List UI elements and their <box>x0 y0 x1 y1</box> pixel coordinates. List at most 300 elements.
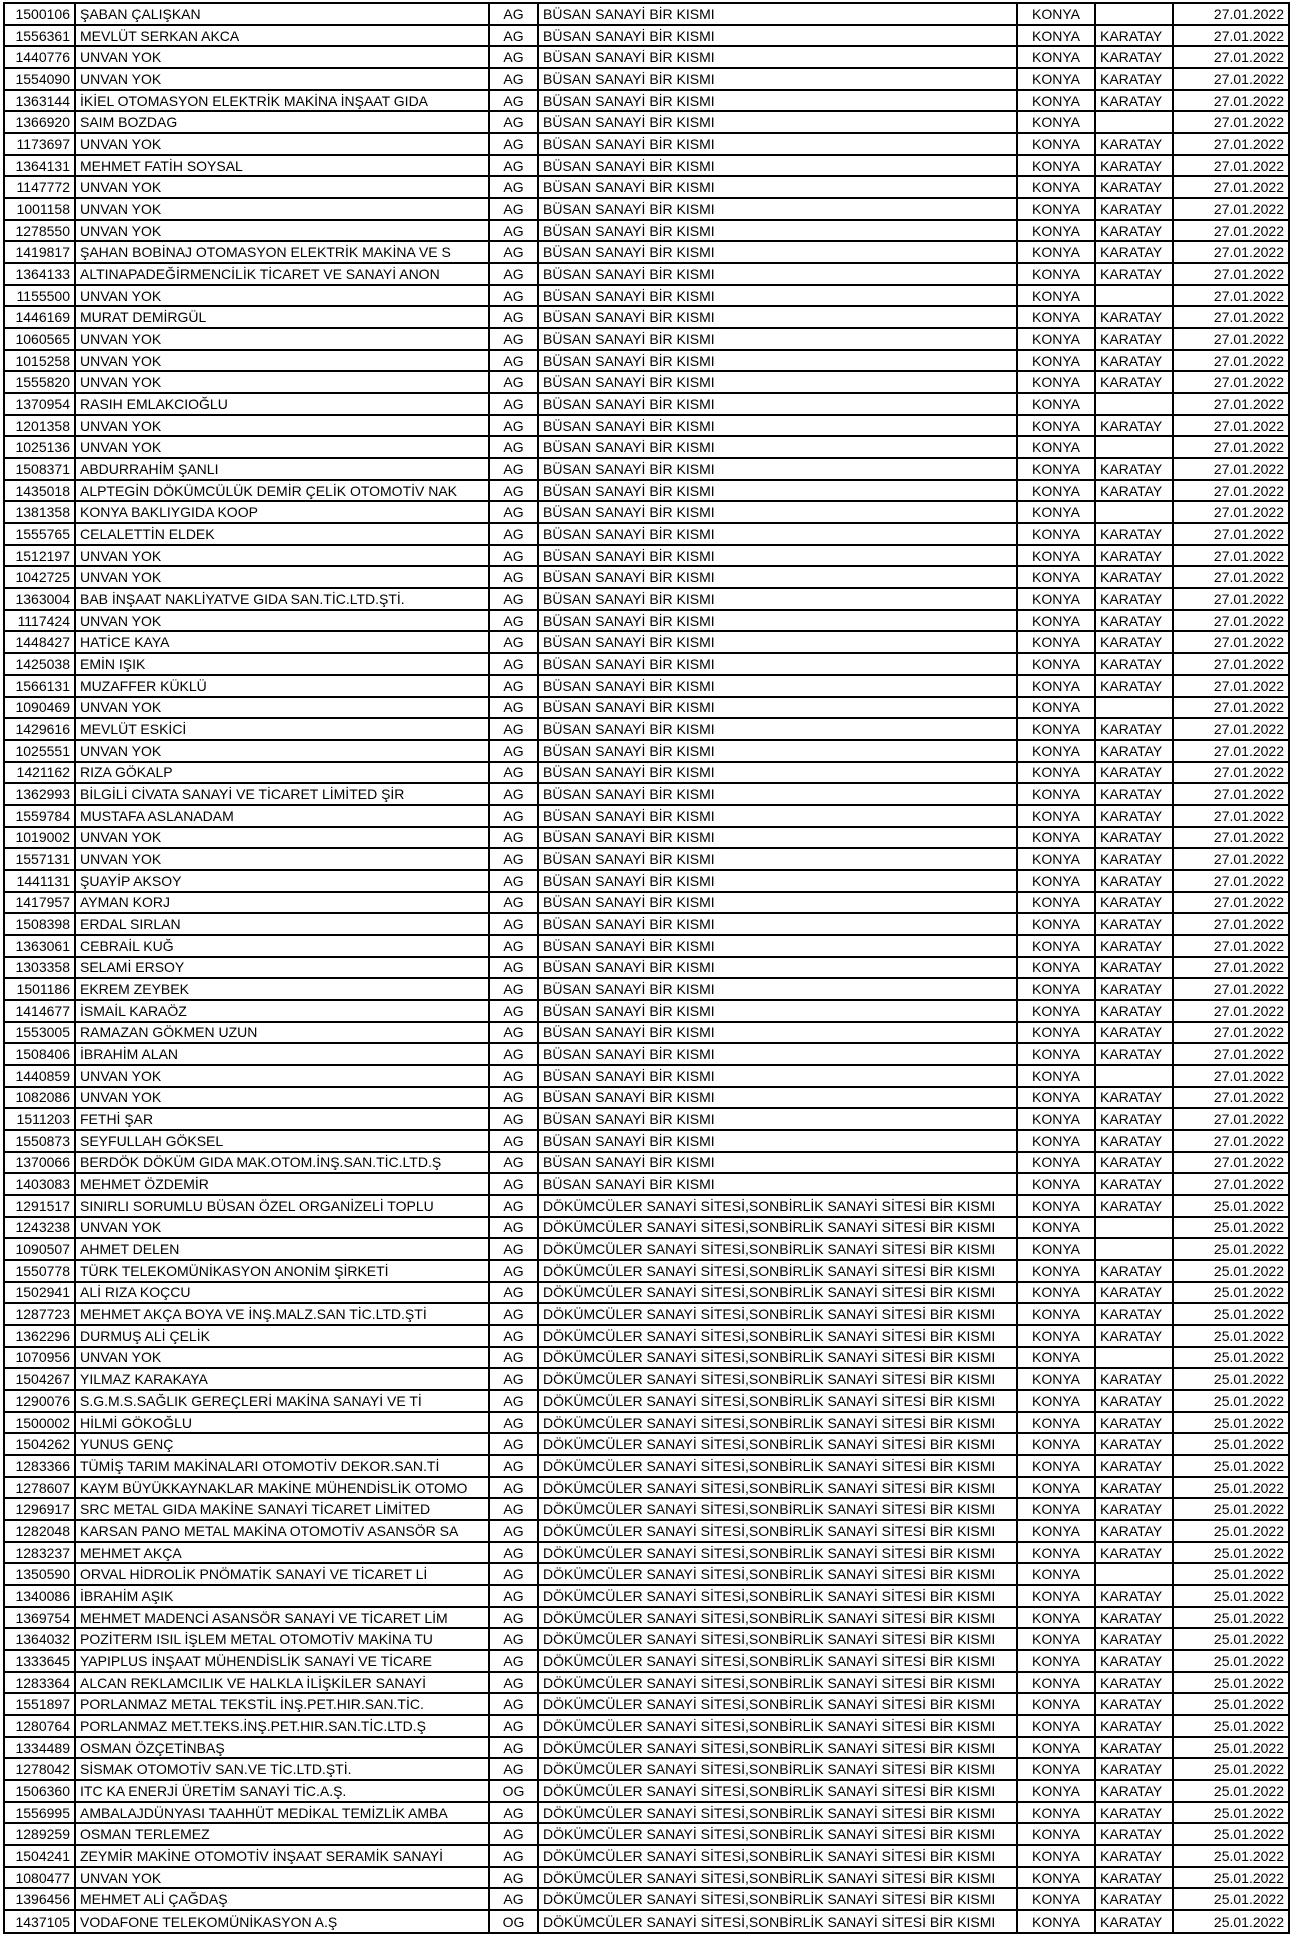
location-cell: BÜSAN SANAYİ BİR KISMI <box>538 501 1017 523</box>
location-cell: BÜSAN SANAYİ BİR KISMI <box>538 458 1017 480</box>
city-cell: KONYA <box>1017 1282 1095 1304</box>
table-row <box>4 1585 1289 1607</box>
location-cell: BÜSAN SANAYİ BİR KISMI <box>538 263 1017 285</box>
name-cell: ŞUAYİP AKSOY <box>75 870 489 892</box>
date-cell: 27.01.2022 <box>1173 957 1289 979</box>
table-row <box>4 1173 1289 1195</box>
name-cell: AHMET DELEN <box>75 1238 489 1260</box>
location-cell: DÖKÜMCÜLER SANAYİ SİTESİ,SONBİRLİK SANAYİ SİTESİ BİR KISMI <box>538 1693 1017 1715</box>
voltage-type-cell: AG <box>489 610 538 632</box>
id-cell: 1555765 <box>4 523 75 545</box>
id-cell: 1370066 <box>4 1152 75 1174</box>
district-cell: KARATAY <box>1095 1195 1173 1217</box>
district-cell: KARATAY <box>1095 1845 1173 1867</box>
location-cell: BÜSAN SANAYİ BİR KISMI <box>538 1152 1017 1174</box>
id-cell: 1283237 <box>4 1542 75 1564</box>
voltage-type-cell: AG <box>489 198 538 220</box>
voltage-type-cell: AG <box>489 263 538 285</box>
district-cell <box>1095 1217 1173 1239</box>
name-cell: ALCAN REKLAMCILIK VE HALKLA İLİŞKİLER SANAYİ <box>75 1672 489 1694</box>
date-cell: 25.01.2022 <box>1173 1433 1289 1455</box>
voltage-type-cell: AG <box>489 1043 538 1065</box>
table-row <box>4 198 1289 220</box>
voltage-type-cell: AG <box>489 68 538 90</box>
id-cell: 1296917 <box>4 1498 75 1520</box>
date-cell: 25.01.2022 <box>1173 1347 1289 1369</box>
voltage-type-cell: AG <box>489 1325 538 1347</box>
name-cell: UNVAN YOK <box>75 46 489 68</box>
name-cell: UNVAN YOK <box>75 285 489 307</box>
date-cell: 27.01.2022 <box>1173 892 1289 914</box>
table-row <box>4 90 1289 112</box>
city-cell: KONYA <box>1017 588 1095 610</box>
voltage-type-cell: AG <box>489 783 538 805</box>
name-cell: İBRAHİM AŞIK <box>75 1585 489 1607</box>
location-cell: BÜSAN SANAYİ BİR KISMI <box>538 1173 1017 1195</box>
date-cell: 27.01.2022 <box>1173 68 1289 90</box>
voltage-type-cell: AG <box>489 1390 538 1412</box>
date-cell: 27.01.2022 <box>1173 697 1289 719</box>
table-row <box>4 1628 1289 1650</box>
table-row <box>4 1433 1289 1455</box>
location-cell: DÖKÜMCÜLER SANAYİ SİTESİ,SONBİRLİK SANAYİ SİTESİ BİR KISMI <box>538 1867 1017 1889</box>
id-cell: 1366920 <box>4 111 75 133</box>
district-cell: KARATAY <box>1095 1780 1173 1802</box>
id-cell: 1414677 <box>4 1000 75 1022</box>
name-cell: UNVAN YOK <box>75 1087 489 1109</box>
location-cell: BÜSAN SANAYİ BİR KISMI <box>538 1043 1017 1065</box>
date-cell: 27.01.2022 <box>1173 848 1289 870</box>
voltage-type-cell: AG <box>489 133 538 155</box>
city-cell: KONYA <box>1017 1585 1095 1607</box>
city-cell: KONYA <box>1017 978 1095 1000</box>
location-cell: DÖKÜMCÜLER SANAYİ SİTESİ,SONBİRLİK SANAYİ SİTESİ BİR KISMI <box>538 1368 1017 1390</box>
location-cell: BÜSAN SANAYİ BİR KISMI <box>538 350 1017 372</box>
table-row <box>4 1390 1289 1412</box>
district-cell <box>1095 1238 1173 1260</box>
id-cell: 1278607 <box>4 1477 75 1499</box>
id-cell: 1448427 <box>4 631 75 653</box>
location-cell: BÜSAN SANAYİ BİR KISMI <box>538 436 1017 458</box>
location-cell: BÜSAN SANAYİ BİR KISMI <box>538 176 1017 198</box>
date-cell: 27.01.2022 <box>1173 198 1289 220</box>
location-cell: DÖKÜMCÜLER SANAYİ SİTESİ,SONBİRLİK SANAYİ SİTESİ BİR KISMI <box>538 1650 1017 1672</box>
location-cell: DÖKÜMCÜLER SANAYİ SİTESİ,SONBİRLİK SANAYİ SİTESİ BİR KISMI <box>538 1888 1017 1910</box>
table-row <box>4 1845 1289 1867</box>
district-cell: KARATAY <box>1095 827 1173 849</box>
city-cell: KONYA <box>1017 1303 1095 1325</box>
voltage-type-cell: AG <box>489 111 538 133</box>
date-cell: 25.01.2022 <box>1173 1628 1289 1650</box>
city-cell: KONYA <box>1017 1368 1095 1390</box>
city-cell: KONYA <box>1017 610 1095 632</box>
name-cell: AMBALAJDÜNYASI TAAHHÜT MEDİKAL TEMİZLİK AMBA <box>75 1802 489 1824</box>
voltage-type-cell: AG <box>489 588 538 610</box>
date-cell: 25.01.2022 <box>1173 1715 1289 1737</box>
location-cell: DÖKÜMCÜLER SANAYİ SİTESİ,SONBİRLİK SANAYİ SİTESİ BİR KISMI <box>538 1628 1017 1650</box>
table-row <box>4 566 1289 588</box>
date-cell: 27.01.2022 <box>1173 458 1289 480</box>
date-cell: 25.01.2022 <box>1173 1780 1289 1802</box>
id-cell: 1559784 <box>4 805 75 827</box>
city-cell: KONYA <box>1017 328 1095 350</box>
location-cell: BÜSAN SANAYİ BİR KISMI <box>538 1108 1017 1130</box>
city-cell: KONYA <box>1017 1043 1095 1065</box>
table-row <box>4 46 1289 68</box>
district-cell: KARATAY <box>1095 1087 1173 1109</box>
voltage-type-cell: AG <box>489 1303 538 1325</box>
table-row <box>4 827 1289 849</box>
city-cell: KONYA <box>1017 241 1095 263</box>
voltage-type-cell: AG <box>489 762 538 784</box>
voltage-type-cell: AG <box>489 371 538 393</box>
table-row <box>4 25 1289 47</box>
date-cell: 27.01.2022 <box>1173 220 1289 242</box>
voltage-type-cell: AG <box>489 1108 538 1130</box>
id-cell: 1419817 <box>4 241 75 263</box>
district-cell: KARATAY <box>1095 1108 1173 1130</box>
table-row <box>4 675 1289 697</box>
location-cell: BÜSAN SANAYİ BİR KISMI <box>538 393 1017 415</box>
name-cell: MEHMET FATİH SOYSAL <box>75 155 489 177</box>
name-cell: EKREM ZEYBEK <box>75 978 489 1000</box>
location-cell: BÜSAN SANAYİ BİR KISMI <box>538 957 1017 979</box>
date-cell: 25.01.2022 <box>1173 1217 1289 1239</box>
id-cell: 1019002 <box>4 827 75 849</box>
date-cell: 27.01.2022 <box>1173 675 1289 697</box>
district-cell: KARATAY <box>1095 1325 1173 1347</box>
city-cell: KONYA <box>1017 1477 1095 1499</box>
location-cell: BÜSAN SANAYİ BİR KISMI <box>538 1000 1017 1022</box>
table-row <box>4 3 1289 25</box>
date-cell: 27.01.2022 <box>1173 1108 1289 1130</box>
table-row <box>4 155 1289 177</box>
city-cell: KONYA <box>1017 90 1095 112</box>
id-cell: 1417957 <box>4 892 75 914</box>
name-cell: S.G.M.S.SAĞLIK GEREÇLERİ MAKİNA SANAYİ VE Tİ <box>75 1390 489 1412</box>
district-cell: KARATAY <box>1095 1628 1173 1650</box>
district-cell <box>1095 1347 1173 1369</box>
id-cell: 1291517 <box>4 1195 75 1217</box>
table-row <box>4 848 1289 870</box>
name-cell: HİLMİ GÖKOĞLU <box>75 1412 489 1434</box>
city-cell: KONYA <box>1017 1650 1095 1672</box>
date-cell: 27.01.2022 <box>1173 415 1289 437</box>
date-cell: 25.01.2022 <box>1173 1563 1289 1585</box>
name-cell: UNVAN YOK <box>75 1065 489 1087</box>
name-cell: EMİN IŞIK <box>75 653 489 675</box>
location-cell: DÖKÜMCÜLER SANAYİ SİTESİ,SONBİRLİK SANAYİ SİTESİ BİR KISMI <box>538 1563 1017 1585</box>
location-cell: BÜSAN SANAYİ BİR KISMI <box>538 1130 1017 1152</box>
date-cell: 27.01.2022 <box>1173 1065 1289 1087</box>
district-cell: KARATAY <box>1095 1520 1173 1542</box>
district-cell: KARATAY <box>1095 90 1173 112</box>
date-cell: 27.01.2022 <box>1173 1022 1289 1044</box>
voltage-type-cell: AG <box>489 935 538 957</box>
location-cell: BÜSAN SANAYİ BİR KISMI <box>538 610 1017 632</box>
name-cell: UNVAN YOK <box>75 697 489 719</box>
id-cell: 1550873 <box>4 1130 75 1152</box>
city-cell: KONYA <box>1017 1108 1095 1130</box>
date-cell: 25.01.2022 <box>1173 1585 1289 1607</box>
id-cell: 1362296 <box>4 1325 75 1347</box>
id-cell: 1042725 <box>4 566 75 588</box>
table-row <box>4 1152 1289 1174</box>
city-cell: KONYA <box>1017 805 1095 827</box>
table-row <box>4 328 1289 350</box>
district-cell: KARATAY <box>1095 1585 1173 1607</box>
name-cell: MUSTAFA ASLANADAM <box>75 805 489 827</box>
location-cell: DÖKÜMCÜLER SANAYİ SİTESİ,SONBİRLİK SANAYİ SİTESİ BİR KISMI <box>538 1520 1017 1542</box>
id-cell: 1421162 <box>4 762 75 784</box>
district-cell: KARATAY <box>1095 1498 1173 1520</box>
voltage-type-cell: AG <box>489 1368 538 1390</box>
name-cell: MUZAFFER KÜKLÜ <box>75 675 489 697</box>
date-cell: 27.01.2022 <box>1173 913 1289 935</box>
location-cell: BÜSAN SANAYİ BİR KISMI <box>538 653 1017 675</box>
date-cell: 27.01.2022 <box>1173 588 1289 610</box>
district-cell: KARATAY <box>1095 176 1173 198</box>
district-cell: KARATAY <box>1095 458 1173 480</box>
location-cell: BÜSAN SANAYİ BİR KISMI <box>538 285 1017 307</box>
id-cell: 1557131 <box>4 848 75 870</box>
records-tbody <box>4 3 1289 1933</box>
city-cell: KONYA <box>1017 220 1095 242</box>
date-cell: 27.01.2022 <box>1173 393 1289 415</box>
name-cell: UNVAN YOK <box>75 610 489 632</box>
location-cell: BÜSAN SANAYİ BİR KISMI <box>538 3 1017 25</box>
id-cell: 1550778 <box>4 1260 75 1282</box>
district-cell: KARATAY <box>1095 1737 1173 1759</box>
district-cell: KARATAY <box>1095 675 1173 697</box>
name-cell: UNVAN YOK <box>75 848 489 870</box>
name-cell: MEHMET MADENCİ ASANSÖR SANAYİ VE TİCARET LİM <box>75 1607 489 1629</box>
id-cell: 1362993 <box>4 783 75 805</box>
id-cell: 1280764 <box>4 1715 75 1737</box>
voltage-type-cell: AG <box>489 155 538 177</box>
date-cell: 27.01.2022 <box>1173 718 1289 740</box>
location-cell: DÖKÜMCÜLER SANAYİ SİTESİ,SONBİRLİK SANAYİ SİTESİ BİR KISMI <box>538 1282 1017 1304</box>
voltage-type-cell: AG <box>489 1823 538 1845</box>
city-cell: KONYA <box>1017 653 1095 675</box>
id-cell: 1425038 <box>4 653 75 675</box>
name-cell: BİLGİLİ CİVATA SANAYİ VE TİCARET LİMİTED ŞİR <box>75 783 489 805</box>
voltage-type-cell: AG <box>489 501 538 523</box>
id-cell: 1350590 <box>4 1563 75 1585</box>
id-cell: 1090507 <box>4 1238 75 1260</box>
city-cell: KONYA <box>1017 285 1095 307</box>
table-row <box>4 1563 1289 1585</box>
name-cell: ZEYMİR MAKİNE OTOMOTİV İNŞAAT SERAMİK SANAYİ <box>75 1845 489 1867</box>
id-cell: 1566131 <box>4 675 75 697</box>
date-cell: 27.01.2022 <box>1173 480 1289 502</box>
name-cell: MEVLÜT SERKAN AKCA <box>75 25 489 47</box>
voltage-type-cell: AG <box>489 1455 538 1477</box>
date-cell: 27.01.2022 <box>1173 241 1289 263</box>
city-cell: KONYA <box>1017 1715 1095 1737</box>
voltage-type-cell: AG <box>489 1130 538 1152</box>
table-row <box>4 436 1289 458</box>
district-cell <box>1095 697 1173 719</box>
location-cell: BÜSAN SANAYİ BİR KISMI <box>538 545 1017 567</box>
voltage-type-cell: AG <box>489 1758 538 1780</box>
city-cell: KONYA <box>1017 718 1095 740</box>
table-row <box>4 1542 1289 1564</box>
voltage-type-cell: AG <box>489 1347 538 1369</box>
district-cell: KARATAY <box>1095 1867 1173 1889</box>
name-cell: ŞABAN ÇALIŞKAN <box>75 3 489 25</box>
district-cell <box>1095 501 1173 523</box>
location-cell: BÜSAN SANAYİ BİR KISMI <box>538 718 1017 740</box>
city-cell: KONYA <box>1017 393 1095 415</box>
name-cell: ALİ RIZA KOÇCU <box>75 1282 489 1304</box>
district-cell: KARATAY <box>1095 1152 1173 1174</box>
table-row <box>4 935 1289 957</box>
city-cell: KONYA <box>1017 1130 1095 1152</box>
name-cell: DURMUŞ ALİ ÇELİK <box>75 1325 489 1347</box>
id-cell: 1504241 <box>4 1845 75 1867</box>
city-cell: KONYA <box>1017 848 1095 870</box>
id-cell: 1440776 <box>4 46 75 68</box>
voltage-type-cell: AG <box>489 1217 538 1239</box>
voltage-type-cell: AG <box>489 393 538 415</box>
table-row <box>4 1217 1289 1239</box>
date-cell: 27.01.2022 <box>1173 285 1289 307</box>
date-cell: 25.01.2022 <box>1173 1238 1289 1260</box>
date-cell: 27.01.2022 <box>1173 523 1289 545</box>
district-cell: KARATAY <box>1095 913 1173 935</box>
date-cell: 27.01.2022 <box>1173 1173 1289 1195</box>
voltage-type-cell: AG <box>489 1715 538 1737</box>
voltage-type-cell: AG <box>489 458 538 480</box>
location-cell: BÜSAN SANAYİ BİR KISMI <box>538 111 1017 133</box>
date-cell: 27.01.2022 <box>1173 805 1289 827</box>
voltage-type-cell: AG <box>489 827 538 849</box>
district-cell: KARATAY <box>1095 1823 1173 1845</box>
location-cell: BÜSAN SANAYİ BİR KISMI <box>538 783 1017 805</box>
date-cell: 25.01.2022 <box>1173 1650 1289 1672</box>
id-cell: 1090469 <box>4 697 75 719</box>
voltage-type-cell: AG <box>489 631 538 653</box>
voltage-type-cell: AG <box>489 1433 538 1455</box>
id-cell: 1555820 <box>4 371 75 393</box>
location-cell: BÜSAN SANAYİ BİR KISMI <box>538 306 1017 328</box>
name-cell: BAB İNŞAAT NAKLİYATVE GIDA SAN.TİC.LTD.ŞTİ. <box>75 588 489 610</box>
city-cell: KONYA <box>1017 1520 1095 1542</box>
table-row <box>4 1238 1289 1260</box>
date-cell: 27.01.2022 <box>1173 306 1289 328</box>
district-cell: KARATAY <box>1095 1802 1173 1824</box>
id-cell: 1025136 <box>4 436 75 458</box>
id-cell: 1506360 <box>4 1780 75 1802</box>
location-cell: BÜSAN SANAYİ BİR KISMI <box>538 1022 1017 1044</box>
location-cell: DÖKÜMCÜLER SANAYİ SİTESİ,SONBİRLİK SANAYİ SİTESİ BİR KISMI <box>538 1845 1017 1867</box>
id-cell: 1508398 <box>4 913 75 935</box>
location-cell: DÖKÜMCÜLER SANAYİ SİTESİ,SONBİRLİK SANAYİ SİTESİ BİR KISMI <box>538 1737 1017 1759</box>
city-cell: KONYA <box>1017 1737 1095 1759</box>
id-cell: 1553005 <box>4 1022 75 1044</box>
voltage-type-cell: OG <box>489 1910 538 1933</box>
table-row <box>4 68 1289 90</box>
location-cell: DÖKÜMCÜLER SANAYİ SİTESİ,SONBİRLİK SANAYİ SİTESİ BİR KISMI <box>538 1910 1017 1933</box>
id-cell: 1508406 <box>4 1043 75 1065</box>
name-cell: OSMAN TERLEMEZ <box>75 1823 489 1845</box>
city-cell: KONYA <box>1017 892 1095 914</box>
name-cell: UNVAN YOK <box>75 545 489 567</box>
table-row <box>4 913 1289 935</box>
city-cell: KONYA <box>1017 198 1095 220</box>
date-cell: 25.01.2022 <box>1173 1910 1289 1933</box>
name-cell: PORLANMAZ MET.TEKS.İNŞ.PET.HIR.SAN.TİC.LTD.Ş <box>75 1715 489 1737</box>
table-row <box>4 1195 1289 1217</box>
table-row <box>4 1303 1289 1325</box>
city-cell: KONYA <box>1017 176 1095 198</box>
date-cell: 27.01.2022 <box>1173 870 1289 892</box>
name-cell: SEYFULLAH GÖKSEL <box>75 1130 489 1152</box>
name-cell: UNVAN YOK <box>75 1867 489 1889</box>
voltage-type-cell: AG <box>489 1693 538 1715</box>
city-cell: KONYA <box>1017 263 1095 285</box>
date-cell: 27.01.2022 <box>1173 25 1289 47</box>
city-cell: KONYA <box>1017 111 1095 133</box>
date-cell: 25.01.2022 <box>1173 1888 1289 1910</box>
district-cell: KARATAY <box>1095 1282 1173 1304</box>
name-cell: UNVAN YOK <box>75 1347 489 1369</box>
district-cell: KARATAY <box>1095 588 1173 610</box>
date-cell: 25.01.2022 <box>1173 1520 1289 1542</box>
date-cell: 27.01.2022 <box>1173 371 1289 393</box>
location-cell: BÜSAN SANAYİ BİR KISMI <box>538 697 1017 719</box>
id-cell: 1015258 <box>4 350 75 372</box>
id-cell: 1082086 <box>4 1087 75 1109</box>
id-cell: 1155500 <box>4 285 75 307</box>
location-cell: BÜSAN SANAYİ BİR KISMI <box>538 805 1017 827</box>
name-cell: MEHMET ALİ ÇAĞDAŞ <box>75 1888 489 1910</box>
id-cell: 1364131 <box>4 155 75 177</box>
id-cell: 1500106 <box>4 3 75 25</box>
district-cell: KARATAY <box>1095 306 1173 328</box>
district-cell: KARATAY <box>1095 1260 1173 1282</box>
name-cell: RASIH EMLAKCIOĞLU <box>75 393 489 415</box>
id-cell: 1429616 <box>4 718 75 740</box>
location-cell: BÜSAN SANAYİ BİR KISMI <box>538 588 1017 610</box>
voltage-type-cell: AG <box>489 1845 538 1867</box>
date-cell: 25.01.2022 <box>1173 1845 1289 1867</box>
location-cell: DÖKÜMCÜLER SANAYİ SİTESİ,SONBİRLİK SANAYİ SİTESİ BİR KISMI <box>538 1780 1017 1802</box>
location-cell: DÖKÜMCÜLER SANAYİ SİTESİ,SONBİRLİK SANAYİ SİTESİ BİR KISMI <box>538 1217 1017 1239</box>
id-cell: 1363004 <box>4 588 75 610</box>
voltage-type-cell: AG <box>489 25 538 47</box>
date-cell: 25.01.2022 <box>1173 1867 1289 1889</box>
id-cell: 1243238 <box>4 1217 75 1239</box>
id-cell: 1303358 <box>4 957 75 979</box>
district-cell: KARATAY <box>1095 155 1173 177</box>
district-cell: KARATAY <box>1095 1758 1173 1780</box>
id-cell: 1381358 <box>4 501 75 523</box>
name-cell: ŞAHAN BOBİNAJ OTOMASYON ELEKTRİK MAKİNA VE S <box>75 241 489 263</box>
name-cell: OSMAN ÖZÇETİNBAŞ <box>75 1737 489 1759</box>
district-cell <box>1095 285 1173 307</box>
date-cell: 25.01.2022 <box>1173 1390 1289 1412</box>
table-row <box>4 653 1289 675</box>
id-cell: 1289259 <box>4 1823 75 1845</box>
voltage-type-cell: AG <box>489 1520 538 1542</box>
table-row <box>4 1368 1289 1390</box>
district-cell: KARATAY <box>1095 220 1173 242</box>
voltage-type-cell: AG <box>489 1195 538 1217</box>
location-cell: BÜSAN SANAYİ BİR KISMI <box>538 198 1017 220</box>
date-cell: 27.01.2022 <box>1173 111 1289 133</box>
